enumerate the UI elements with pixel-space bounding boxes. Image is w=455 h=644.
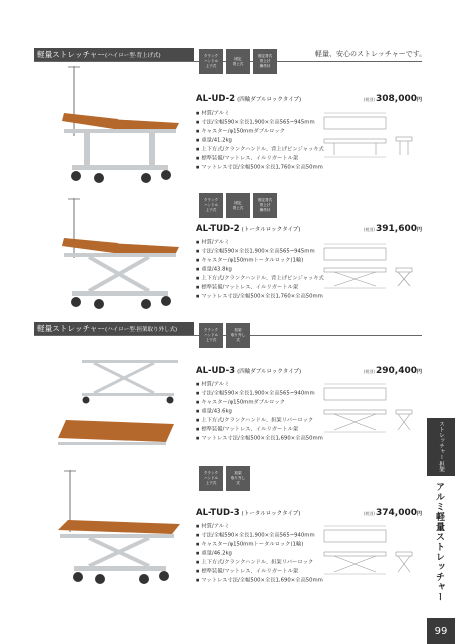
spec-item: ■ 重量/46.2kg xyxy=(196,549,323,558)
badge: 固定 背上式 xyxy=(226,49,250,74)
section-subtitle: (ハイロー型·背上げ式) xyxy=(105,53,161,59)
spec-item: ■ 標準装備/マットレス、イルリガートル架 xyxy=(196,283,324,292)
spec-item: ■ マットレス寸法/全幅500×全長1,760×全高50mm xyxy=(196,292,324,301)
spec-item: ■ 上下方式/クランクハンドル、担架リバーロック xyxy=(196,558,323,567)
spec-item: ■ マットレス寸法/全幅500×全長1,690×全高50mm xyxy=(196,576,323,585)
badge: 固定 背上式 xyxy=(226,193,250,218)
badge: 担架 取り外し 式 xyxy=(226,323,250,348)
price: (税別)374,000円 xyxy=(363,508,422,518)
model-name: AL-TUD-3 (トータルロックタイプ) xyxy=(196,508,301,518)
section-subtitle: (ハイロー型·担架取り外し式) xyxy=(105,327,178,333)
spec-item: ■ キャスター/φ150mmダブルロック xyxy=(196,398,323,407)
badge: クランク ハンドル 上下式 xyxy=(199,49,223,74)
spec-item: ■ 寸法/全幅590×全長1,900×全高565~945mm xyxy=(196,247,324,256)
spec-item: ■ 寸法/全幅590×全長1,900×全高565~940mm xyxy=(196,389,323,398)
stretcher-photo xyxy=(54,338,184,456)
product-al-tud-2 xyxy=(34,196,422,314)
price: (税別)391,600円 xyxy=(363,224,422,234)
spec-item: ■ マットレス寸法/全幅500×全長1,760×全高50mm xyxy=(196,163,324,172)
badge: クランク ハンドル 上下式 xyxy=(199,466,223,491)
section-header-1 xyxy=(34,48,194,61)
stretcher-photo xyxy=(54,468,184,586)
spec-item: ■ 重量/43.6kg xyxy=(196,407,323,416)
dimension-drawing xyxy=(320,524,416,578)
spec-item: ■ キャスター/φ150mmトータルロック(1輪) xyxy=(196,256,324,265)
spec-list xyxy=(196,109,324,172)
tagline: 軽量、安心のストレッチャーです。 xyxy=(315,50,427,58)
spec-item: ■ 寸法/全幅590×全長1,900×全高565~945mm xyxy=(196,118,324,127)
spec-list xyxy=(196,522,323,585)
section-title: 軽量ストレッチャー xyxy=(37,324,106,333)
category-tab: ストレッチャー 担架 xyxy=(427,418,455,476)
category-title: アルミ軽量ストレッチャー xyxy=(434,482,444,602)
spec-list xyxy=(196,380,323,443)
spec-item: ■ 標準装備/マットレス、イルリガートル架 xyxy=(196,567,323,576)
spec-item: ■ キャスター/φ150mmトータルロック(1輪) xyxy=(196,540,323,549)
badge: 固定背式 背上げ 操作付 xyxy=(253,49,277,74)
spec-item: ■ 上下方式/クランクハンドル、背上げピンジャッキ式 xyxy=(196,145,324,154)
spec-list xyxy=(196,238,324,301)
stretcher-photo xyxy=(54,61,184,185)
model-name: AL-TUD-2 (トータルロックタイプ) xyxy=(196,224,301,234)
spec-item: ■ 重量/41.2kg xyxy=(196,136,324,145)
badge: クランク ハンドル 上下式 xyxy=(199,193,223,218)
dimension-drawing xyxy=(320,382,416,436)
product-al-ud-3 xyxy=(34,338,422,458)
stretcher-photo xyxy=(54,196,184,310)
badge: クランク ハンドル 上下式 xyxy=(199,323,223,348)
spec-item: ■ 上下方式/クランクハンドル、担架リバーロック xyxy=(196,416,323,425)
spec-item: ■ 標準装備/マットレス、イルリガートル架 xyxy=(196,425,323,434)
badge: 担架 取り外し 式 xyxy=(226,466,250,491)
spec-item: ■ 材質/アルミ xyxy=(196,109,324,118)
section-title: 軽量ストレッチャー xyxy=(37,50,106,59)
spec-item: ■ マットレス寸法/全幅500×全長1,690×全高50mm xyxy=(196,434,323,443)
spec-item: ■ 材質/アルミ xyxy=(196,238,324,247)
spec-item: ■ キャスター/φ150mmダブルロック xyxy=(196,127,324,136)
spec-item: ■ 材質/アルミ xyxy=(196,522,323,531)
price: (税別)308,000円 xyxy=(363,94,422,104)
price: (税別)290,400円 xyxy=(363,366,422,376)
spec-item: ■ 上下方式/クランクハンドル、背上げピンジャッキ式 xyxy=(196,274,324,283)
model-name: AL-UD-2 (四輪ダブルロックタイプ) xyxy=(196,94,302,104)
badge: 固定背式 背上げ 操作付 xyxy=(253,193,277,218)
spec-item: ■ 寸法/全幅590×全長1,900×全高565~940mm xyxy=(196,531,323,540)
page-number: 99 xyxy=(427,618,455,644)
spec-item: ■ 材質/アルミ xyxy=(196,380,323,389)
section-header-2 xyxy=(34,322,194,335)
dimension-drawing xyxy=(320,109,416,161)
dimension-drawing xyxy=(320,240,416,292)
product-al-tud-3 xyxy=(34,468,422,588)
spec-item: ■ 標準装備/マットレス、イルリガートル架 xyxy=(196,154,324,163)
product-al-ud-2 xyxy=(34,61,422,189)
model-name: AL-UD-3 (四輪ダブルロックタイプ) xyxy=(196,366,302,376)
spec-item: ■ 重量/43.8kg xyxy=(196,265,324,274)
